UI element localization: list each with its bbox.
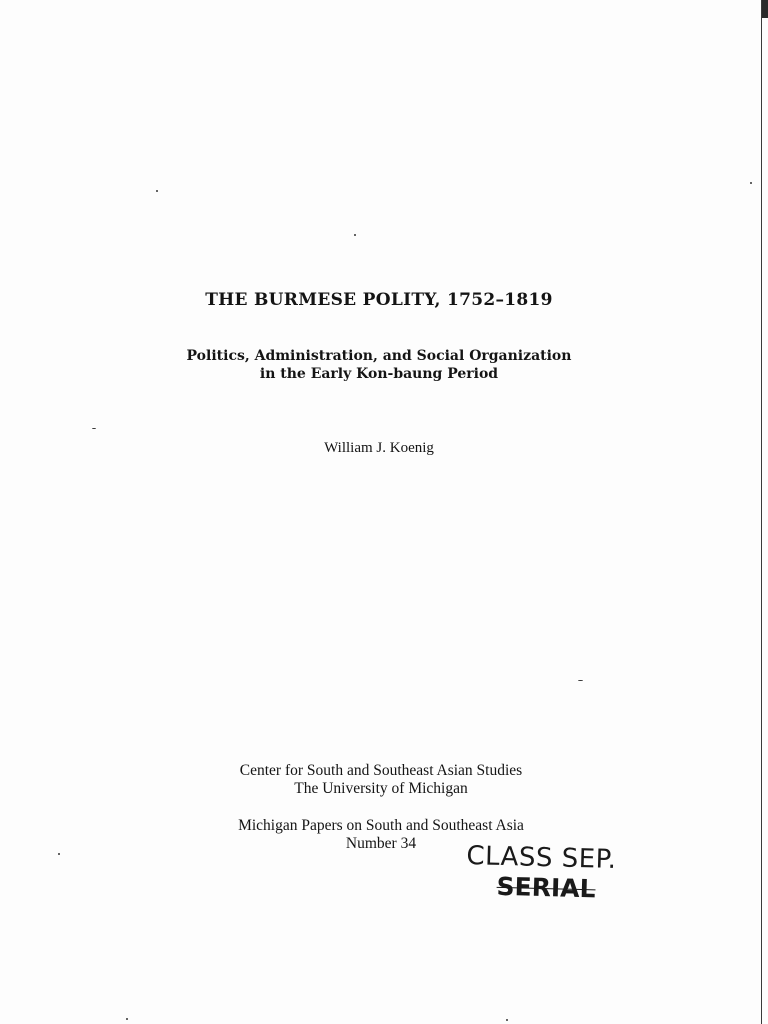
subtitle-line: Politics, Administration, and Social Organization [186, 348, 572, 364]
stamp-line: SERIAL [496, 871, 596, 904]
series-name: Michigan Papers on South and Southeast Asia [238, 817, 524, 834]
scan-speck [156, 190, 158, 192]
series-number: Number 34 [345, 835, 417, 852]
publisher-block [0, 762, 762, 798]
scan-speck [750, 182, 752, 184]
author-name: William J. Koenig [324, 440, 434, 456]
scan-speck [506, 1019, 508, 1021]
stamp-line: CLASS SEP. [466, 841, 617, 875]
book-title: THE BURMESE POLITY, 1752–1819 [205, 290, 553, 310]
scan-speck [92, 428, 96, 429]
publisher-line: The University of Michigan [294, 780, 468, 797]
library-stamp [465, 841, 617, 905]
scan-speck [354, 234, 356, 236]
book-subtitle [0, 347, 758, 383]
series-block [0, 817, 762, 853]
page-edge-mark [762, 0, 768, 18]
page-edge-line [761, 0, 762, 1024]
scan-speck [126, 1018, 128, 1020]
scan-speck [578, 680, 583, 681]
scan-speck [58, 853, 60, 855]
publisher-line: Center for South and Southeast Asian Studies [239, 762, 523, 779]
subtitle-line: in the Early Kon-baung Period [259, 366, 499, 382]
